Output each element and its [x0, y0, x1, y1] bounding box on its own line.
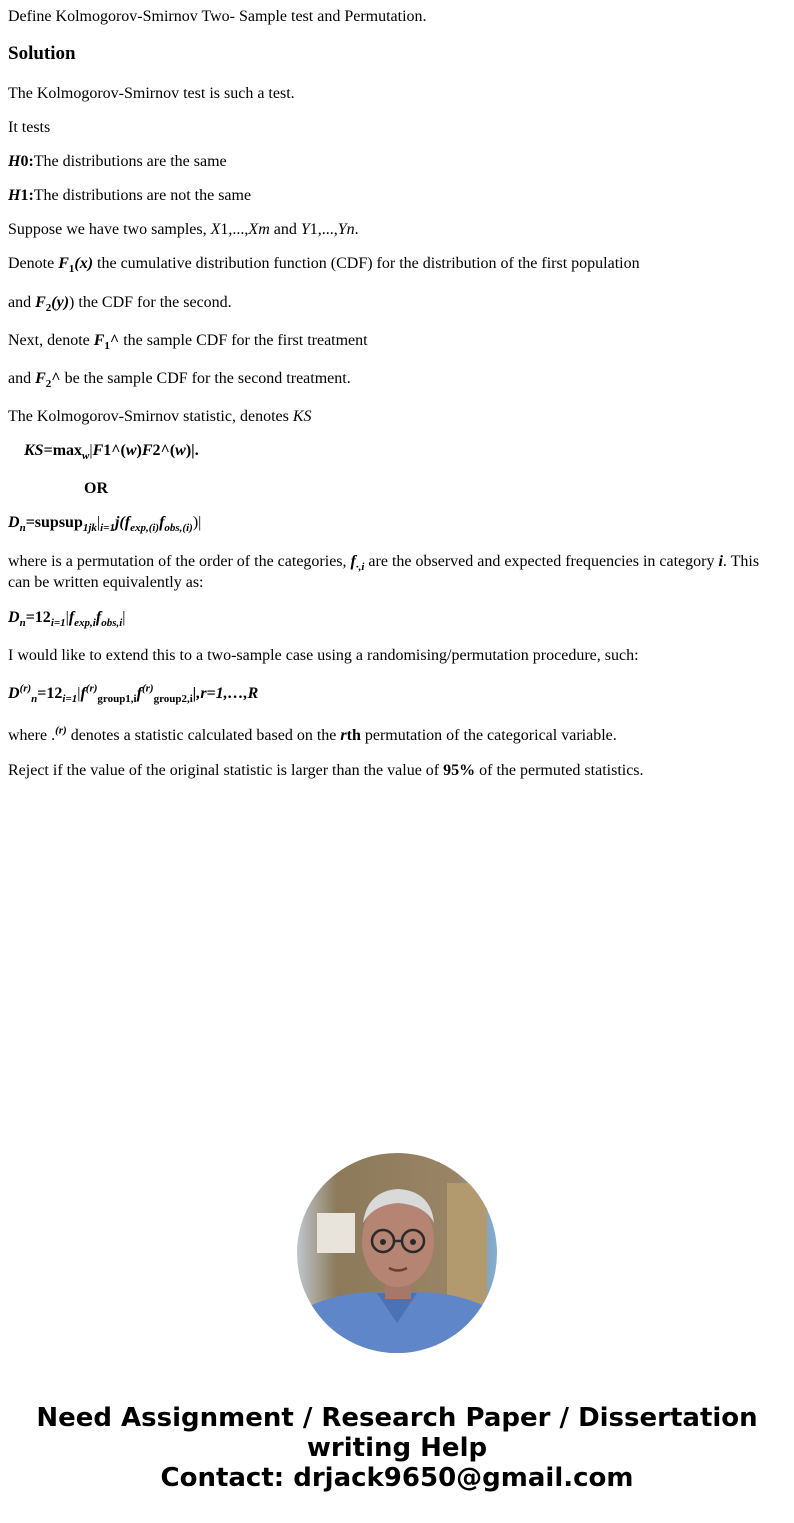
paragraph-ks-intro: The Kolmogorov-Smirnov test is such a test. [8, 85, 295, 102]
footer-line-2: writing Help [306, 1433, 488, 1463]
paragraph-it-tests: It tests [8, 119, 51, 136]
footer-ad [0, 1403, 794, 1493]
extension-statement: I would like to extend this to a two-sample case using a randomising/permutation procedure, such: [8, 647, 639, 664]
alternative-hypothesis: H1:The distributions are not the same [8, 187, 252, 204]
r-superscript-explanation: where .$^{(r)}$ denotes a statistic calculated based on the rth permutation of the categorical variable. [8, 724, 617, 744]
permutation-explanation: where is a permutation of the order of the categories, $f_{\cdot,i}$ are the observed and expected frequencies in category i. This can be written equivalently as: [8, 553, 760, 591]
footer-line-1: Need Assignment / Research Paper / Dissertation [36, 1403, 758, 1433]
dr-formula: $D^{(r)}_n=12_{i=1}|f^{(r)}_{group1,i}f^{(r)}_{group2,i}|,r=1,\dots,R$ [8, 682, 259, 706]
dn-formula-sup: $D_n=supsup_{1jk}|_{i=1}j(f_{exp,(i)}f_{obs,(i)})|$ [8, 514, 202, 535]
sample-cdf-first: Next, denote $F_1\^{}$ the sample CDF for the first treatment [8, 332, 368, 353]
rejection-rule: Reject if the value of the original statistic is larger than the value of 95% of the permuted statistics. [8, 762, 644, 779]
ks-statistic-intro: The Kolmogorov-Smirnov statistic, denotes KS [8, 408, 312, 425]
person-photo-icon [297, 1153, 497, 1353]
samples-statement: Suppose we have two samples, X1,...,Xm and Y1,...,Yn. [8, 221, 359, 238]
footer-contact: Contact: drjack9650@gmail.com [160, 1463, 634, 1493]
ks-formula: $KS=\max_w|F1\^{}(w)F2\^{}(w)|$. [24, 442, 199, 463]
cdf-first-population: Denote $F_1(x)$ the cumulative distribution function (CDF) for the distribution of the first population [8, 255, 640, 276]
null-hypothesis: H0:The distributions are the same [8, 153, 227, 170]
question-text: Define Kolmogorov-Smirnov Two- Sample test and Permutation. [8, 8, 427, 25]
or-label: OR [84, 480, 108, 497]
sample-cdf-second: and $F_2\^{}$ be the sample CDF for the second treatment. [8, 370, 351, 391]
solution-heading: Solution [8, 43, 76, 64]
dn-formula-sum: $D_n=12_{i=1}|f_{exp,i}f_{obs,i}|$ [8, 609, 126, 630]
cdf-second: and $F_2(y)$) the CDF for the second. [8, 294, 232, 315]
